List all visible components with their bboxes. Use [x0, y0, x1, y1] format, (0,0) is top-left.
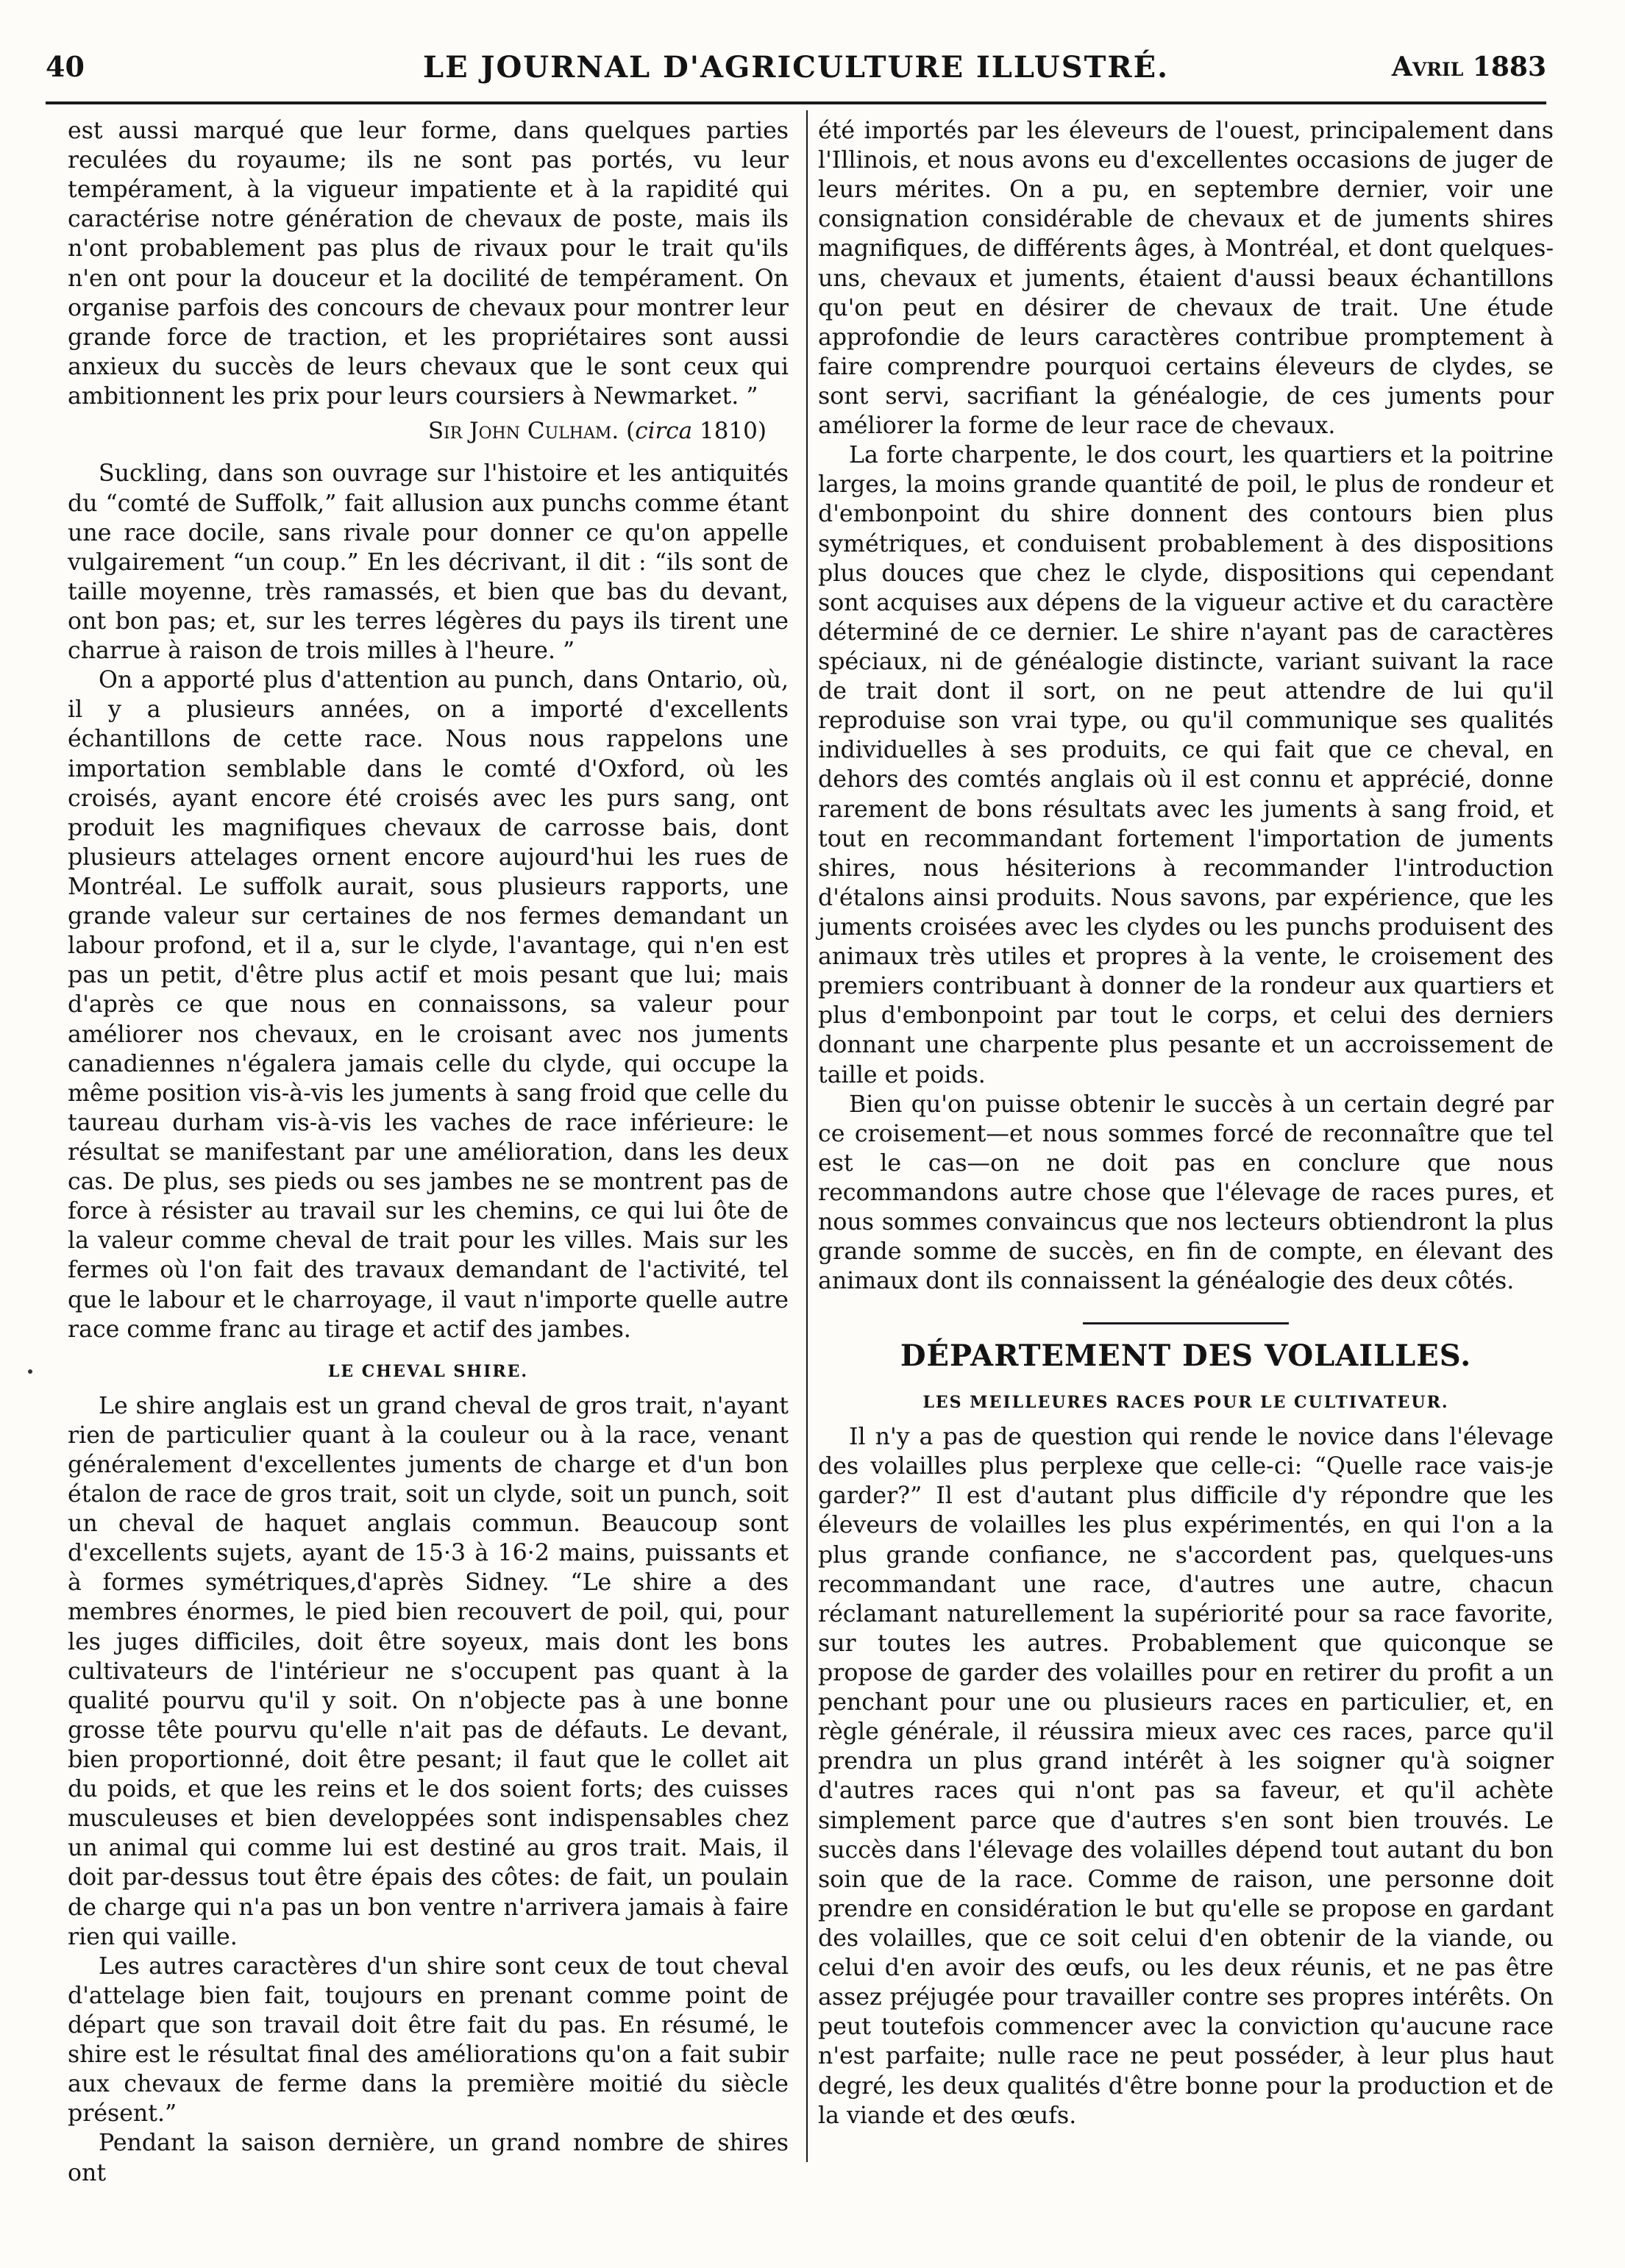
- issue-date: Avril 1883: [1391, 51, 1546, 82]
- signature-name: Sir John Culham.: [427, 418, 619, 445]
- article-paragraph: On a apporté plus d'attention au punch, dans Ontario, où, il y a plusieurs années, on a importé d'excellents échantillons de cette race. Nous nous rappelons une importation semblable dans le comté d'Oxford, où les croisés, ayant encore été croisés avec les purs sang, ont produit les magnifiques chevaux de carrosse bais, dont plusieurs attelages ornent encore aujourd'hui les rues de Montréal. Le suffolk aurait, sous plusieurs rapports, une grande valeur sur certaines de nos fermes demandant un labour profond, et il a, sur le clyde, l'avantage, qui n'en est pas un petit, d'être plus actif et mois pesant que lui; mais d'après ce que nous en connaissons, sa valeur pour améliorer nos chevaux, en le croisant avec nos juments canadiennes n'égalera jamais celle du clyde, qui occupe la même position vis-à-vis les juments à sang froid que celle du taureau durham vis-à-vis les vaches de race inférieure: le résultat se manifestant par une amélioration, dans les deux cas. De plus, ses pieds ou ses jambes ne se montrent pas de force à résister au travail sur les chemins, ce qui lui ôte de la valeur comme cheval de trait pour les villes. Mais sur les fermes où l'on fait des travaux demandant de l'activité, tel que le labour et le charroyage, il vaut n'importe quelle autre race comme franc au tirage et actif des jambes.: [68, 667, 789, 1343]
- section-rule: [1083, 1322, 1289, 1324]
- section-subhead: LE CHEVAL SHIRE.: [327, 1361, 529, 1381]
- signature-date: (circa 1810): [626, 418, 767, 445]
- article-paragraph: été importés par les éleveurs de l'ouest, principalement dans l'Illinois, et nous avons eu d'excellentes occasions de juger de leurs mérites. On a pu, en septembre dernier, voir une consignation considérable de chevaux et de juments shires magnifiques, de différents âges, à Montréal, et dont quelques-uns, chevaux et juments, étaient d'aussi beaux échantillons qu'on peut en désirer de chevaux de trait. Une étude approfondie de leurs caractères contribue promptement à faire comprendre pourquoi certains éleveurs de clydes, se sont servi, sacrifiant la généalogie, de ces juments pour améliorer la forme de leur race de chevaux.: [818, 118, 1554, 440]
- column-divider: [806, 110, 808, 2162]
- article-paragraph: Pendant la saison dernière, un grand nombre de shires ont: [68, 2130, 789, 2186]
- ink-speck: [28, 1369, 32, 1374]
- article-paragraph: Les autres caractères d'un shire sont ceux de tout cheval d'attelage bien fait, toujours en prenant comme point de départ que son travail doit être fait du pas. En résumé, le shire est le résultat final des améliorations qu'on a fait subir aux chevaux de ferme dans la première moitié du siècle présent.”: [68, 1953, 789, 2128]
- article-paragraph: Il n'y a pas de question qui rende le novice dans l'élevage des volailles plus perplexe que celle-ci: “Quelle race vais-je garder?” Il est d'autant plus difficile d'y répondre que les éleveurs de volailles les plus expérimentés, en qui l'on a la plus grande confiance, ne s'accordent pas, quelques-uns recommandant une race, d'autres une autre, chacun réclamant naturellement la supériorité pour sa race favorite, sur toutes les autres. Probablement que quiconque se propose de garder des volailles pour en retirer du profit a un penchant pour une ou plusieurs races en particulier, et, en règle générale, il réussira mieux avec ces races, parce qu'il prendra un plus grand intérêt à les soigner qu'à soigner d'autres races qui n'ont pas sa faveur, et qu'il achète simplement parce que d'autres s'en sont bien trouvés. Le succès dans l'élevage des volailles dépend tout autant du bon soin que de la race. Comme de raison, une personne doit prendre en considération le but qu'elle se propose en gardant des volailles, que ce soit celui d'en obtenir de la viande, ou celui d'en avoir des œufs, ou les deux réunis, et ne pas être assez préjugée pour travailler contre ses propres intérêts. On peut toutefois commencer avec la conviction qu'aucune race n'est parfaite; nulle race ne peut posséder, à leur plus haut degré, les deux qualités d'être bonne pour la production et de la viande et des œufs.: [818, 1424, 1554, 2129]
- article-paragraph: Le shire anglais est un grand cheval de gros trait, n'ayant rien de particulier quant à la couleur ou à la race, venant généralement d'excellentes juments de charge et d'un bon étalon de race de gros trait, soit un clyde, soit un punch, soit un cheval de haquet anglais commun. Beaucoup sont d'excellents sujets, ayant de 15·3 à 16·2 mains, puissants et à formes symétriques,d'après Sidney. “Le shire a des membres énormes, le pied bien recouvert de poil, qui, pour les juges difficiles, doit être soyeux, mais dont les bons cultivateurs de l'intérieur ne s'occupent pas quant à la qualité pourvu qu'il y soit. On n'objecte pas à une bonne grosse tête pourvu qu'elle n'ait pas de défauts. Le devant, bien proportionné, doit être pesant; il faut que le collet ait du poids, et que les reins et le dos soient forts; des cuisses musculeuses et bien developpées sont indispensables chez un animal qui comme lui est destiné au gros trait. Mais, il doit par-dessus tout être épais des côtes: de fait, un poulain de charge qui n'a pas un bon ventre n'arrivera jamais à faire rien qui vaille.: [68, 1392, 789, 1950]
- section-subhead: LES MEILLEURES RACES POUR LE CULTIVATEUR.: [922, 1393, 1449, 1413]
- article-paragraph: Bien qu'on puisse obtenir le succès à un certain degré par ce croisement—et nous sommes forcé de reconnaître que tel est le cas—on ne doit pas en conclure que nous recommandons autre chose que l'élevage de races pures, et nous sommes convaincus que nos lecteurs obtiendront la plus grande somme de succès, en fin de compte, en élevant des animaux dont ils connaissent la généalogie des deux côtés.: [818, 1091, 1554, 1295]
- header-rule: [46, 101, 1546, 104]
- right-column: [818, 116, 1554, 2130]
- section-title: DÉPARTEMENT DES VOLAILLES.: [900, 1338, 1472, 1374]
- article-paragraph: Suckling, dans son ouvrage sur l'histoire et les antiquités du “comté de Suffolk,” fait allusion aux punchs comme étant une race docile, sans rivale pour donner ce qu'on appelle vulgairement “un coup.” En les décrivant, il dit : “ils sont de taille moyenne, très ramassés, et bien que bas du devant, ont bon pas; et, sur les terres légères du pays ils tirent une charrue à raison de trois milles à l'heure. ”: [68, 460, 789, 665]
- quote-paragraph: est aussi marqué que leur forme, dans quelques parties reculées du royaume; ils ne sont pas portés, vu leur tempérament, à la vigueur impatiente et à la rapidité qui caractérise notre génération de chevaux de poste, mais ils n'ont probablement pas plus de rivaux pour le trait qu'ils n'en ont pour la douceur et la docilité de tempérament. On organise parfois des concours de chevaux pour montrer leur grande force de traction, et les propriétaires sont aussi anxieux du succès de leurs chevaux que le sont ceux qui ambitionnent les prix pour leurs coursiers à Newmarket. ”: [68, 118, 789, 410]
- page-header: [46, 46, 1546, 97]
- page-number: 40: [46, 50, 85, 83]
- article-paragraph: La forte charpente, le dos court, les quartiers et la poitrine larges, la moins grande quantité de poil, le plus de rondeur et d'embonpoint du shire donnent des contours bien plus symétriques, et conduisent probablement à des dispositions plus douces que chez le clyde, dispositions qui cependant sont acquises aux dépens de la vigueur active et du caractère déterminé de ce dernier. Le shire n'ayant pas de caractères spéciaux, ni de généalogie distincte, variant suivant la race de trait dont il sort, on ne peut attendre de lui qu'il reproduise son vrai type, ou qu'il communique ses qualités individuelles à ses produits, ce qui fait que ce cheval, en dehors des comtés anglais où il est connu et apprécié, donne rarement de bons résultats avec les juments à sang froid, et tout en recommandant fortement l'importation de juments shires, nous hésiterions à recommander l'introduction d'étalons ainsi produits. Nous savons, par expérience, que les juments croisées avec les clydes ou les punchs produisent des animaux très utiles et propres à la vente, le croisement des premiers contribuant à donner de la rondeur aux quartiers et plus d'embonpoint par tout le corps, et celui des derniers donnant une charpente plus pesante et un accroissement de taille et poids.: [818, 442, 1554, 1088]
- quote-signature: [68, 417, 789, 446]
- left-column: [68, 116, 789, 2188]
- journal-title: LE JOURNAL D'AGRICULTURE ILLUSTRÉ.: [422, 50, 1169, 85]
